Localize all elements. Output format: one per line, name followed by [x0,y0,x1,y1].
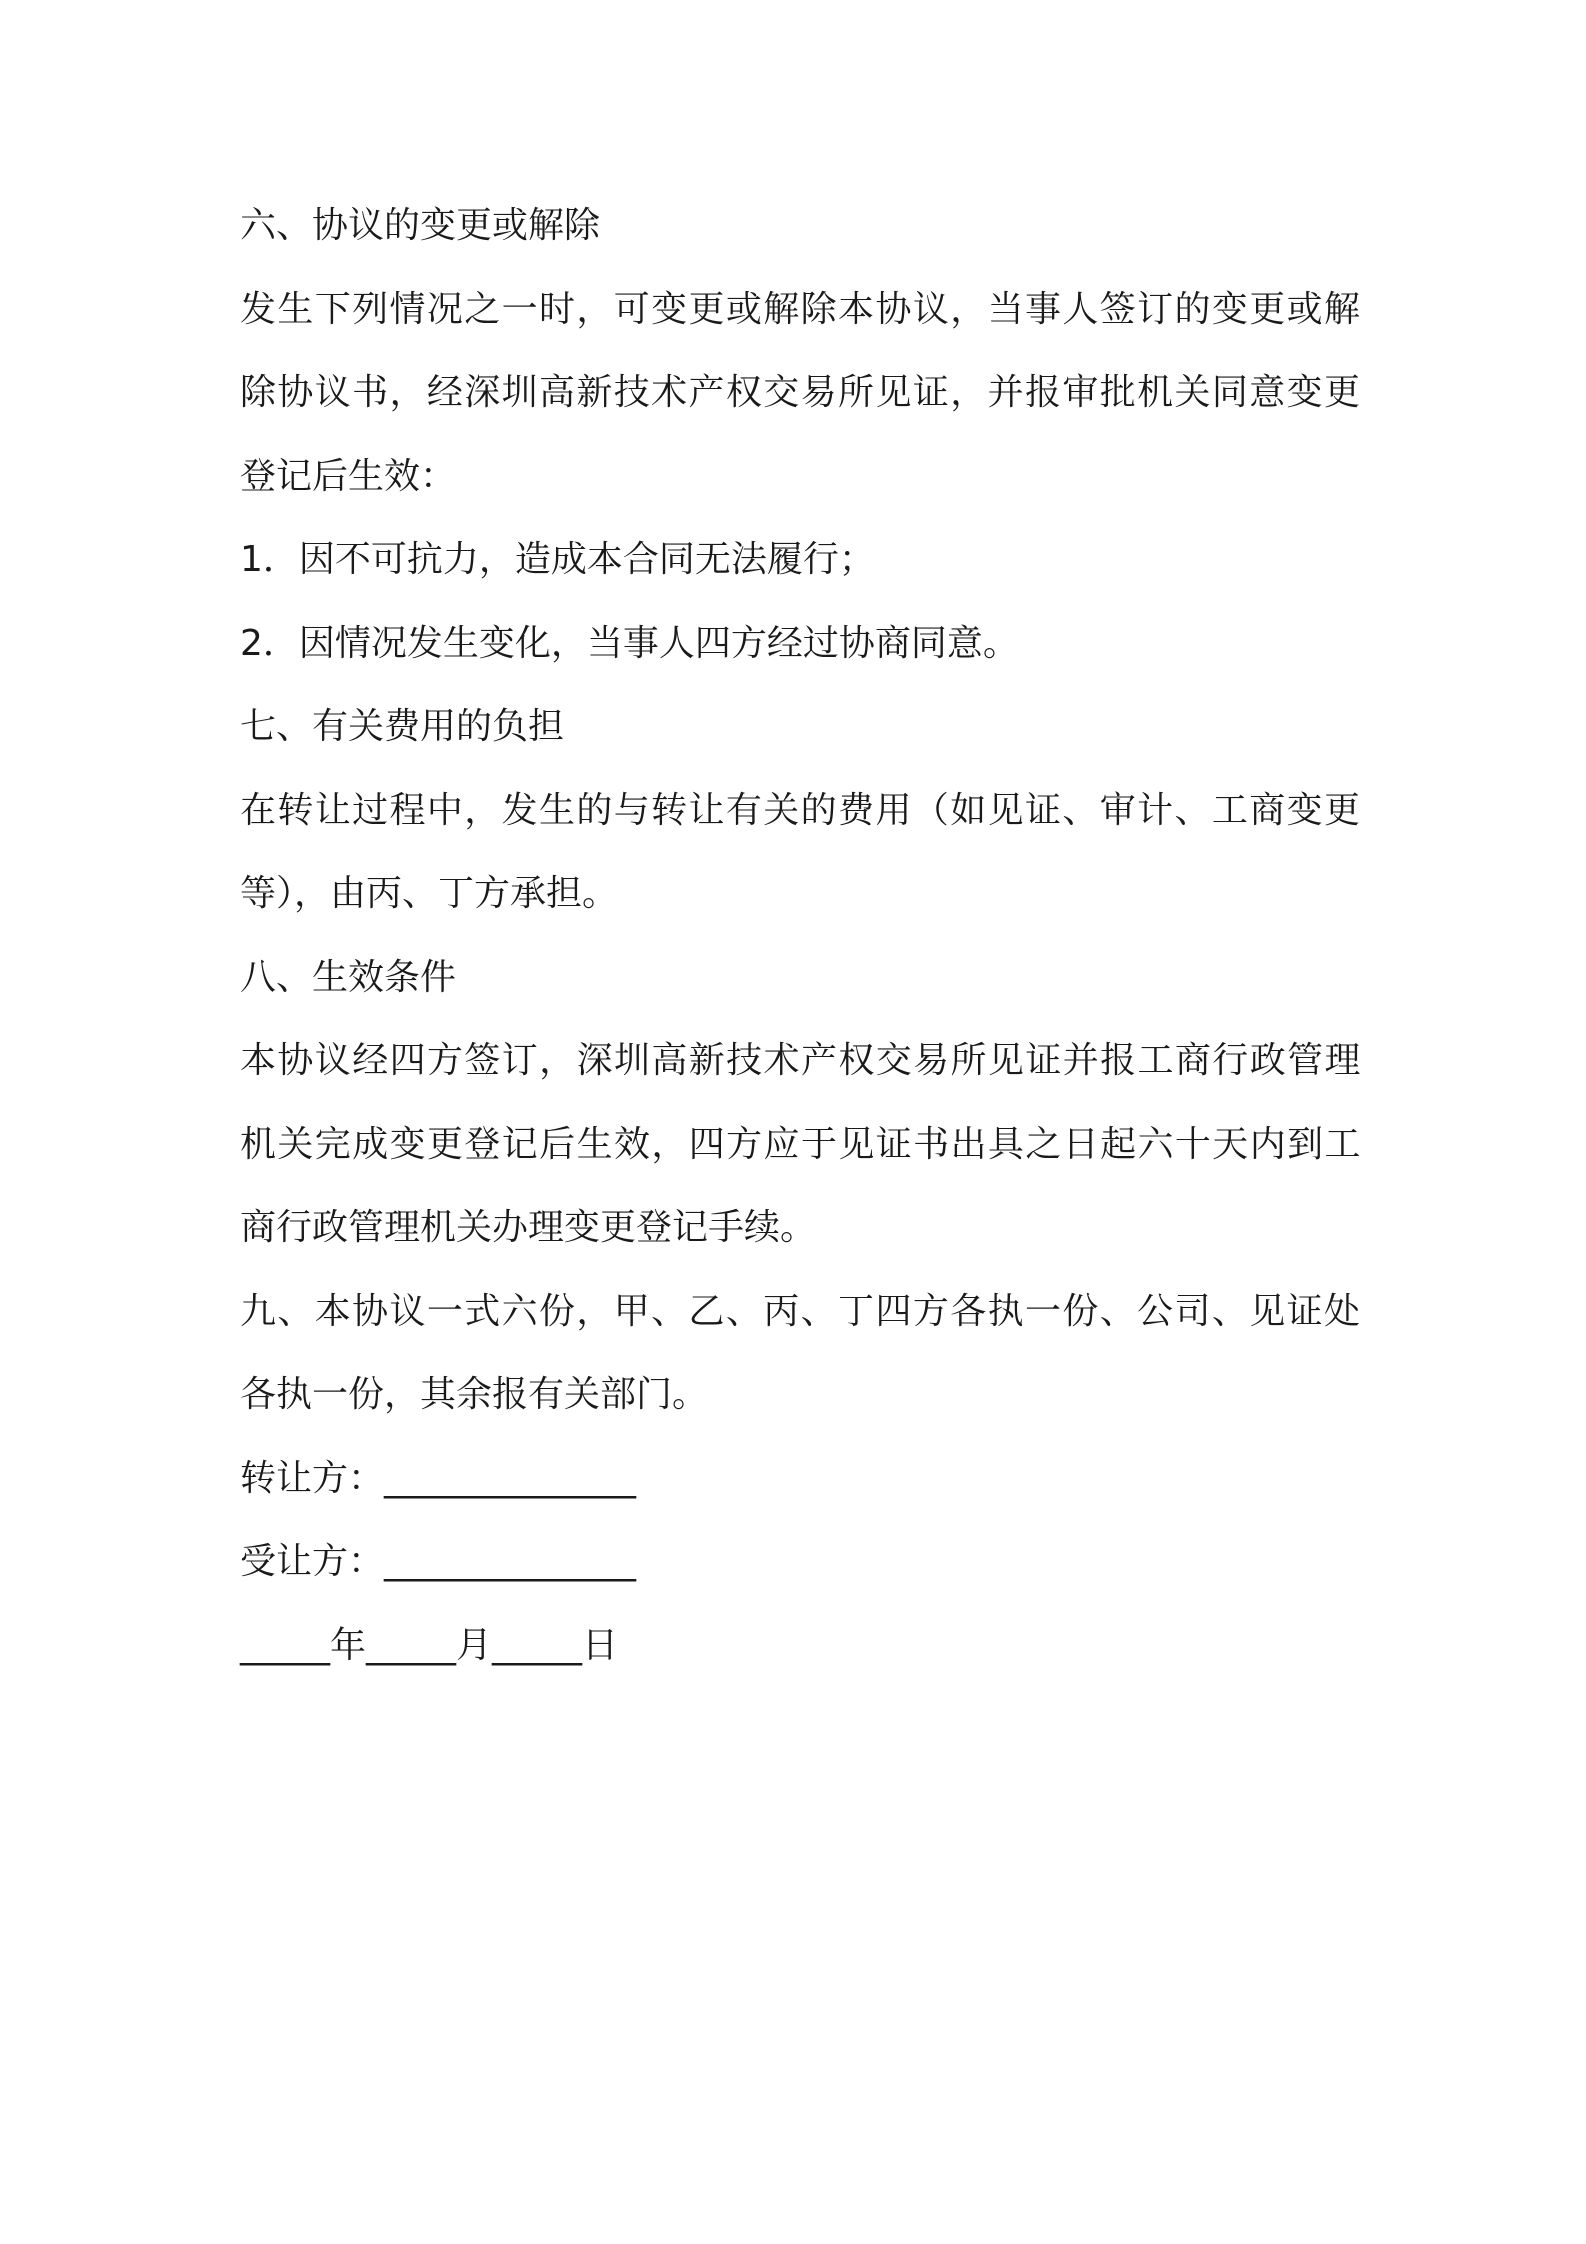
section-heading-effective-conditions: 八、生效条件 [240,956,457,998]
paragraph-line: 在转让过程中，发生的与转让有关的费用（如见证、审计、工商变更 [240,789,1360,831]
section-heading-copies: 九、本协议一式六份，甲、乙、丙、丁四方各执一份、公司、见证处 [240,1290,1360,1332]
paragraph-line: 除协议书，经深圳高新技术产权交易所见证，并报审批机关同意变更 [240,372,1360,413]
transferor-signature-line: 转让方：______________ [240,1457,637,1499]
paragraph-line: 各执一份，其余报有关部门。 [240,1374,709,1415]
document-body [240,198,1360,1701]
section-heading-amendment: 六、协议的变更或解除 [240,205,601,246]
paragraph-line: 商行政管理机关办理变更登记手续。 [240,1207,817,1248]
paragraph-line: 登记后生效： [240,455,457,497]
list-item: 1．因不可抗力，造成本合同无法履行； [240,539,875,580]
list-item: 2．因情况发生变化，当事人四方经过协商同意。 [240,622,1019,664]
paragraph-line: 本协议经四方签订，深圳高新技术产权交易所见证并报工商行政管理 [240,1040,1360,1081]
transferee-signature-line: 受让方：______________ [240,1541,637,1582]
paragraph-line: 机关完成变更登记后生效，四方应于见证书出具之日起六十天内到工 [240,1123,1360,1165]
paragraph-line: 发生下列情况之一时，可变更或解除本协议，当事人签订的变更或解 [240,288,1360,330]
paragraph-line: 等），由丙、丁方承担。 [240,873,619,914]
date-line: _____年_____月_____日 [240,1624,618,1666]
section-heading-fees: 七、有关费用的负担 [240,706,565,747]
